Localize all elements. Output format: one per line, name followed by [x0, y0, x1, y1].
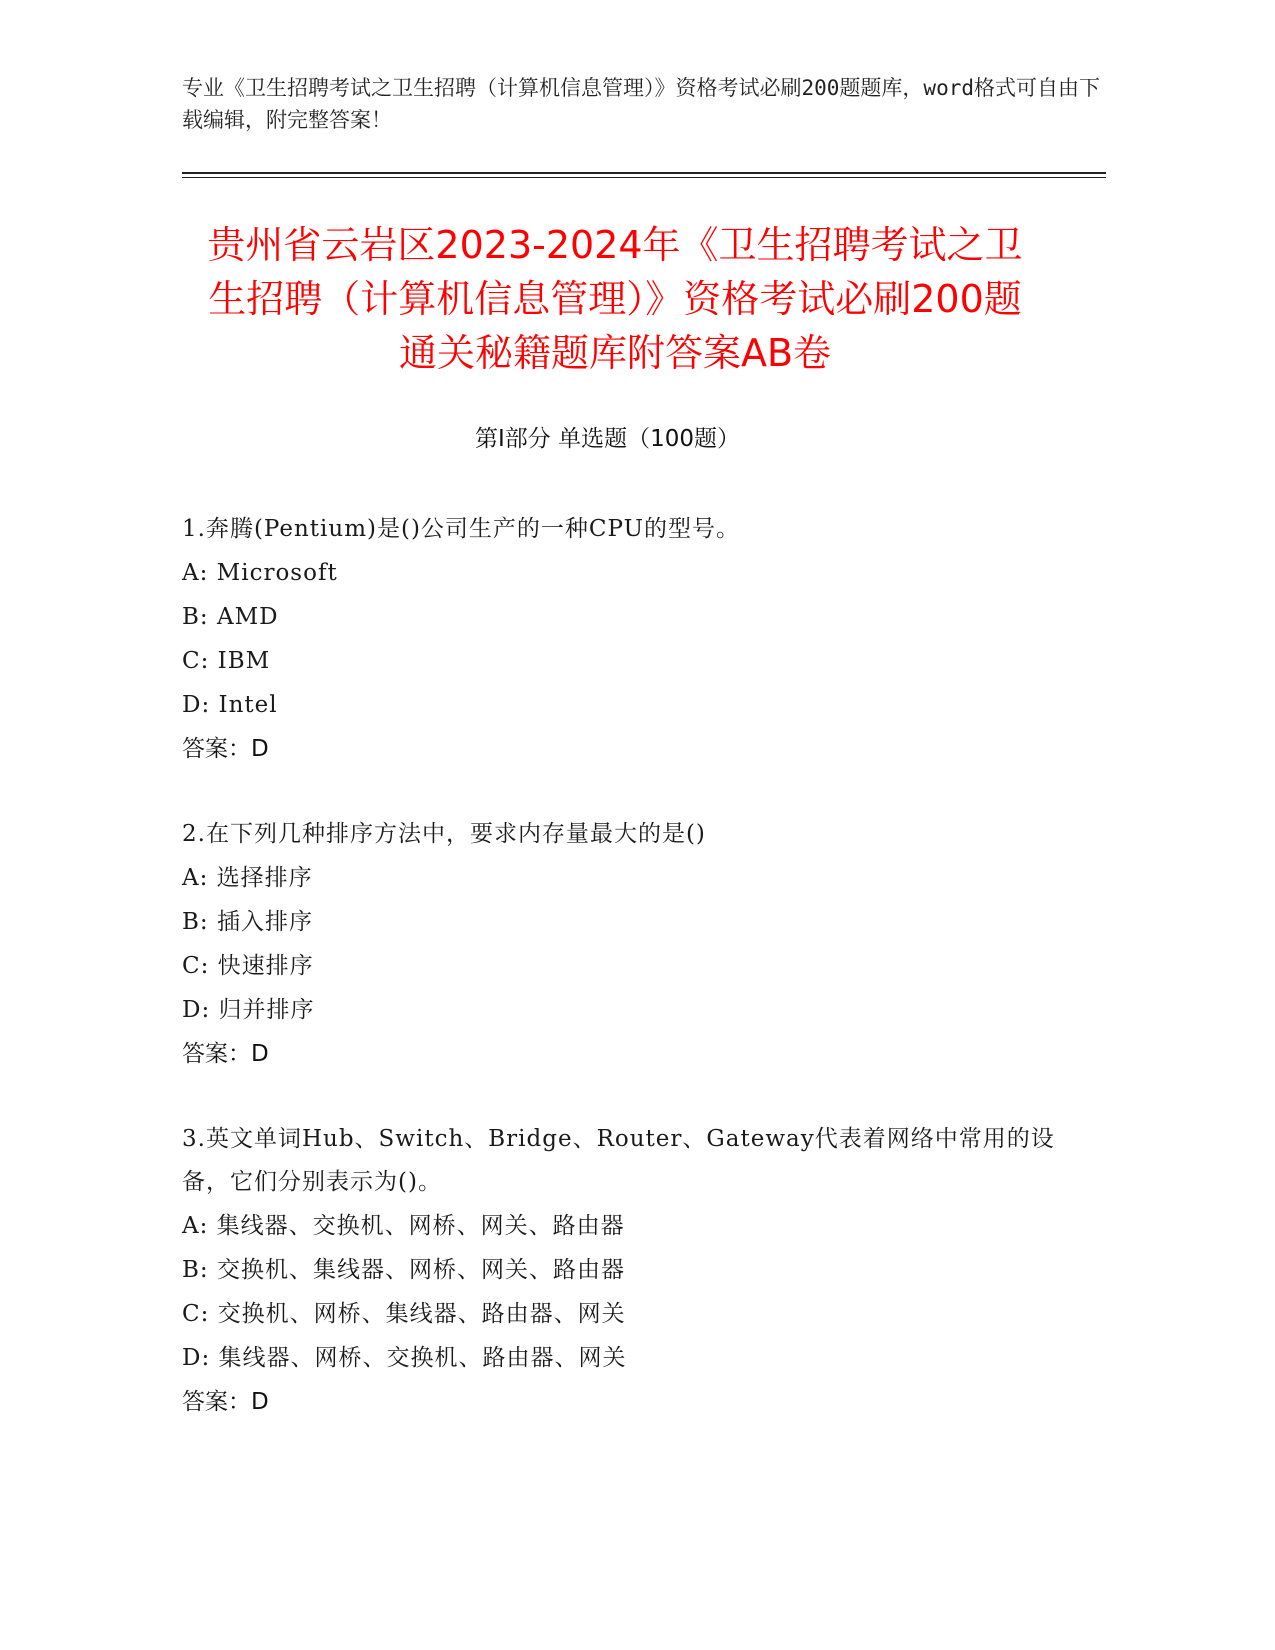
answer-line: 答案：D	[182, 736, 269, 762]
answer-line: 答案：D	[182, 1041, 269, 1067]
question-text: 3.英文单词Hub、Switch、Bridge、Router、Gateway代表着网络中常用的设备，它们分别表示为()。	[182, 1126, 1055, 1195]
header-divider-thick	[182, 172, 1106, 174]
question-item	[182, 1118, 1062, 1424]
option-b: B: 交换机、集线器、网桥、网关、路由器	[182, 1257, 625, 1283]
question-item	[182, 508, 1062, 771]
option-d: D: 集线器、网桥、交换机、路由器、网关	[182, 1345, 627, 1371]
section-heading: 第I部分 单选题（100题）	[475, 426, 740, 452]
option-b: B: AMD	[182, 604, 279, 630]
document-title: 贵州省云岩区2023-2024年《卫生招聘考试之卫生招聘（计算机信息管理）》资格考试必刷200题通关秘籍题库附答案AB卷	[207, 223, 1023, 375]
option-c: C: 快速排序	[182, 953, 314, 979]
option-a: A: 选择排序	[182, 865, 313, 891]
question-item	[182, 813, 1062, 1076]
option-a: A: Microsoft	[182, 560, 338, 586]
option-d: D: 归并排序	[182, 997, 315, 1023]
question-list	[182, 508, 1062, 1466]
answer-line: 答案：D	[182, 1389, 269, 1415]
option-c: C: 交换机、网桥、集线器、路由器、网关	[182, 1301, 626, 1327]
question-text: 1.奔腾(Pentium)是()公司生产的一种CPU的型号。	[182, 516, 740, 542]
option-d: D: Intel	[182, 692, 278, 718]
header-note: 专业《卫生招聘考试之卫生招聘（计算机信息管理）》资格考试必刷200题题库，word格式可自由下载编辑，附完整答案！	[182, 76, 1100, 132]
option-c: C: IBM	[182, 648, 271, 674]
question-text: 2.在下列几种排序方法中，要求内存量最大的是()	[182, 821, 706, 847]
option-a: A: 集线器、交换机、网桥、网关、路由器	[182, 1213, 625, 1239]
header-divider-thin	[182, 177, 1106, 178]
option-b: B: 插入排序	[182, 909, 313, 935]
